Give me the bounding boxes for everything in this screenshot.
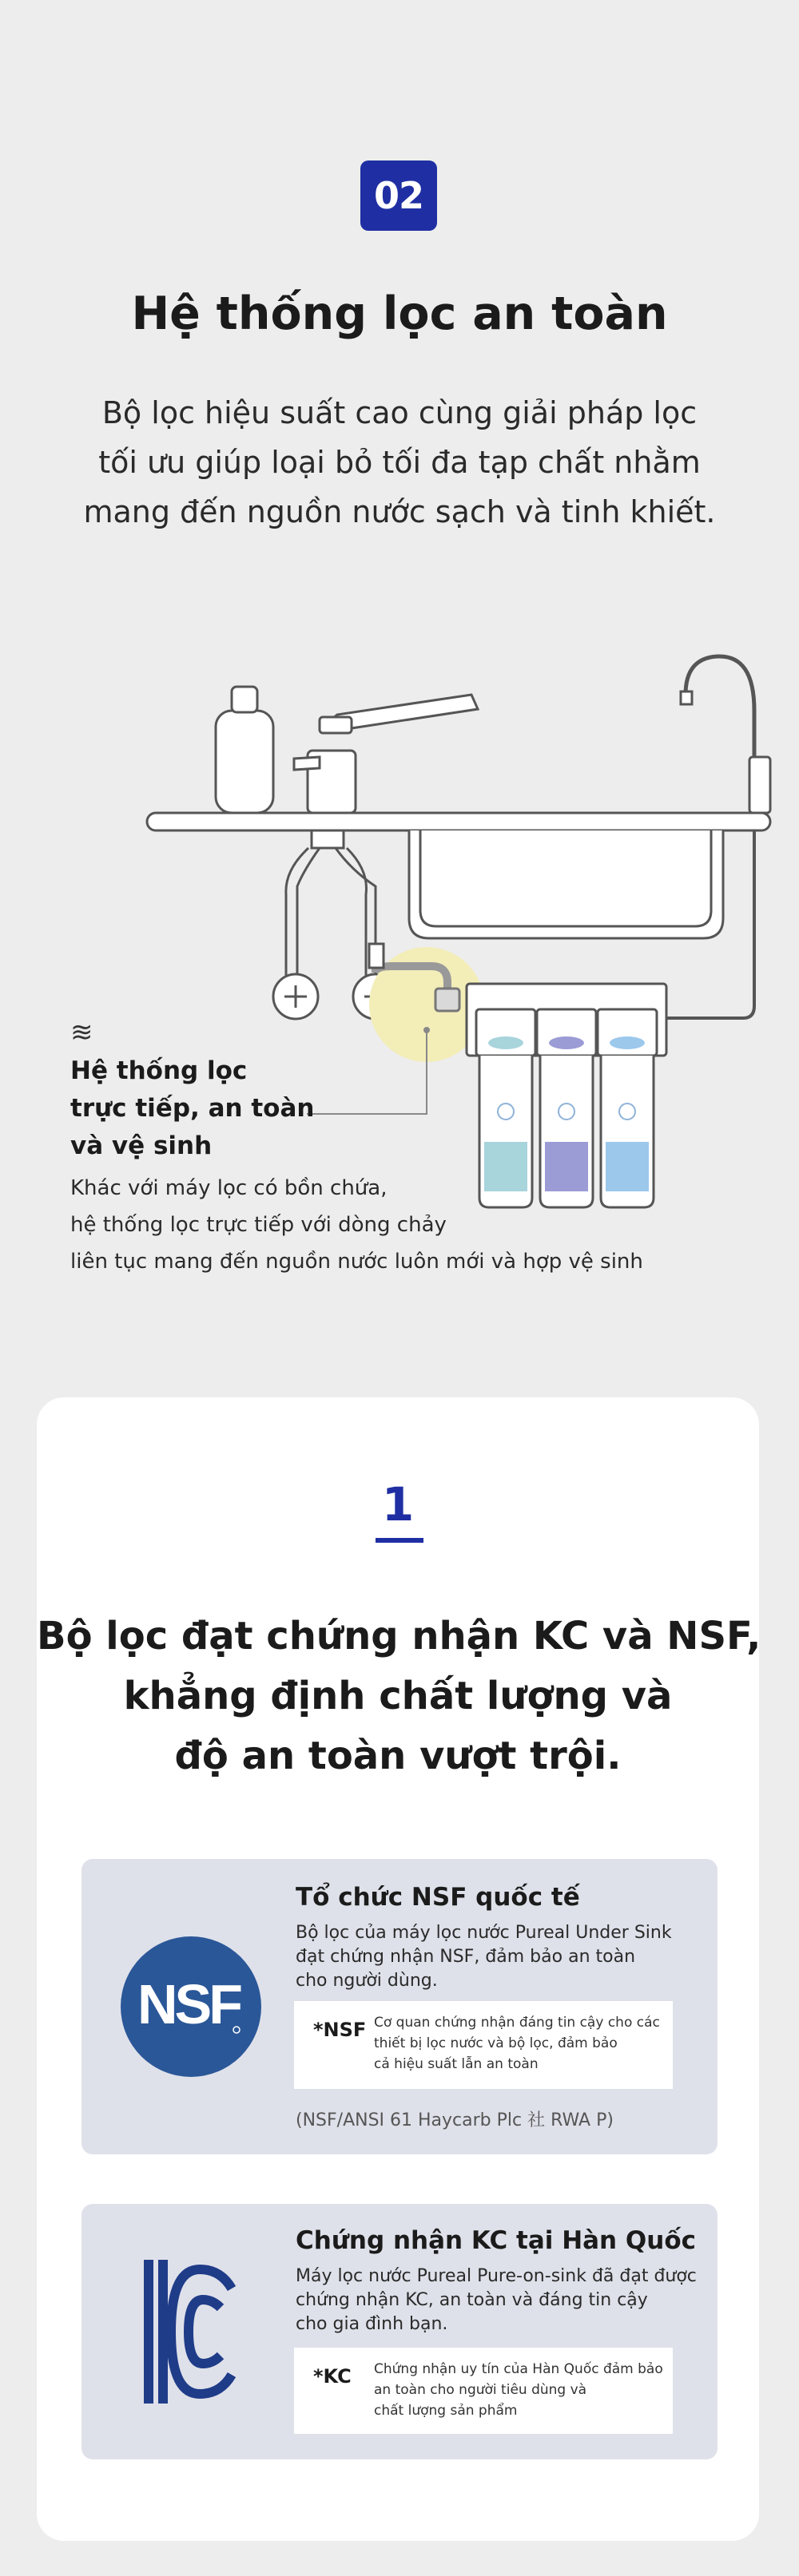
card-title-line: Bộ lọc đạt chứng nhận KC và NSF, bbox=[37, 1614, 761, 1659]
cert-footnote: (NSF/ANSI 61 Haycarb Plc 社 RWA P) bbox=[296, 2110, 614, 2130]
cert-note-line: an toàn cho người tiêu dùng và bbox=[374, 2382, 587, 2398]
cert-name: Chứng nhận KC tại Hàn Quốc bbox=[296, 2226, 697, 2255]
cert-note-tag: *KC bbox=[313, 2365, 352, 2388]
cert-note-text bbox=[374, 2012, 660, 2075]
subtitle-line: mang đến nguồn nước sạch và tinh khiết. bbox=[83, 494, 716, 529]
cert-note-line: Cơ quan chứng nhận đáng tin cậy cho các bbox=[374, 2015, 660, 2031]
cert-note-line: Chứng nhận uy tín của Hàn Quốc đảm bảo bbox=[374, 2361, 663, 2377]
cert-note-tag: *NSF bbox=[313, 2019, 367, 2041]
cert-panel-nsf bbox=[81, 1859, 718, 2154]
feature-desc-line: liên tục mang đến nguồn nước luôn mới và hợp vệ sinh bbox=[70, 1250, 643, 1274]
cert-note-line: cả hiệu suất lẫn an toàn bbox=[374, 2056, 539, 2072]
subtitle-line: tối ưu giúp loại bỏ tối đa tạp chất nhằm bbox=[98, 445, 701, 480]
feature-description bbox=[70, 1170, 643, 1280]
feature-desc-line: Khác với máy lọc có bồn chứa, bbox=[70, 1176, 388, 1200]
cert-desc-line: cho gia đình bạn. bbox=[296, 2314, 448, 2334]
cert-note-text bbox=[374, 2359, 663, 2421]
feature-title-line: và vệ sinh bbox=[70, 1131, 213, 1160]
card-title-line: khẳng định chất lượng và bbox=[123, 1674, 673, 1718]
under-sink-illustration bbox=[0, 639, 799, 1262]
water-wave-icon: ≋ bbox=[70, 1017, 93, 1048]
cert-desc-line: đạt chứng nhận NSF, đảm bảo an toàn bbox=[296, 1947, 636, 1967]
cert-note-line: chất lượng sản phẩm bbox=[374, 2403, 518, 2419]
feature-title-line: Hệ thống lọc bbox=[70, 1056, 248, 1085]
feature-title-line: trực tiếp, an toàn bbox=[70, 1094, 315, 1123]
nsf-logo bbox=[120, 1936, 262, 2078]
cert-desc-line: Bộ lọc của máy lọc nước Pureal Under Sink bbox=[296, 1923, 672, 1943]
cert-description bbox=[296, 2265, 697, 2336]
card-title-line: độ an toàn vượt trội. bbox=[174, 1734, 622, 1778]
cert-panel-kc bbox=[81, 2204, 718, 2459]
card-number: 1 bbox=[381, 1477, 415, 1532]
subtitle-line: Bộ lọc hiệu suất cao cùng giải pháp lọc bbox=[101, 395, 698, 430]
section-subtitle bbox=[48, 388, 751, 537]
cert-note-line: thiết bị lọc nước và bộ lọc, đảm bảo bbox=[374, 2035, 618, 2051]
nsf-logo-text: NSF bbox=[137, 1973, 240, 2035]
cert-note-box bbox=[294, 2001, 673, 2089]
section-title: Hệ thống lọc an toàn bbox=[131, 287, 668, 340]
card-title bbox=[37, 1607, 759, 1786]
cert-desc-line: chứng nhận KC, an toàn và đáng tin cậy bbox=[296, 2290, 648, 2310]
cert-name: Tổ chức NSF quốc tế bbox=[296, 1883, 580, 1912]
certification-card bbox=[37, 1397, 759, 2541]
kc-logo bbox=[144, 2260, 237, 2404]
section-number-badge: 02 bbox=[360, 161, 437, 231]
feature-desc-line: hệ thống lọc trực tiếp với dòng chảy bbox=[70, 1213, 447, 1237]
feature-title bbox=[70, 1052, 314, 1165]
cert-desc-line: cho người dùng. bbox=[296, 1971, 438, 1991]
cert-desc-line: Máy lọc nước Pureal Pure-on-sink đã đạt được bbox=[296, 2266, 697, 2286]
cert-description bbox=[296, 1921, 672, 1993]
cert-note-box bbox=[294, 2348, 673, 2434]
card-number-underline bbox=[376, 1538, 423, 1543]
